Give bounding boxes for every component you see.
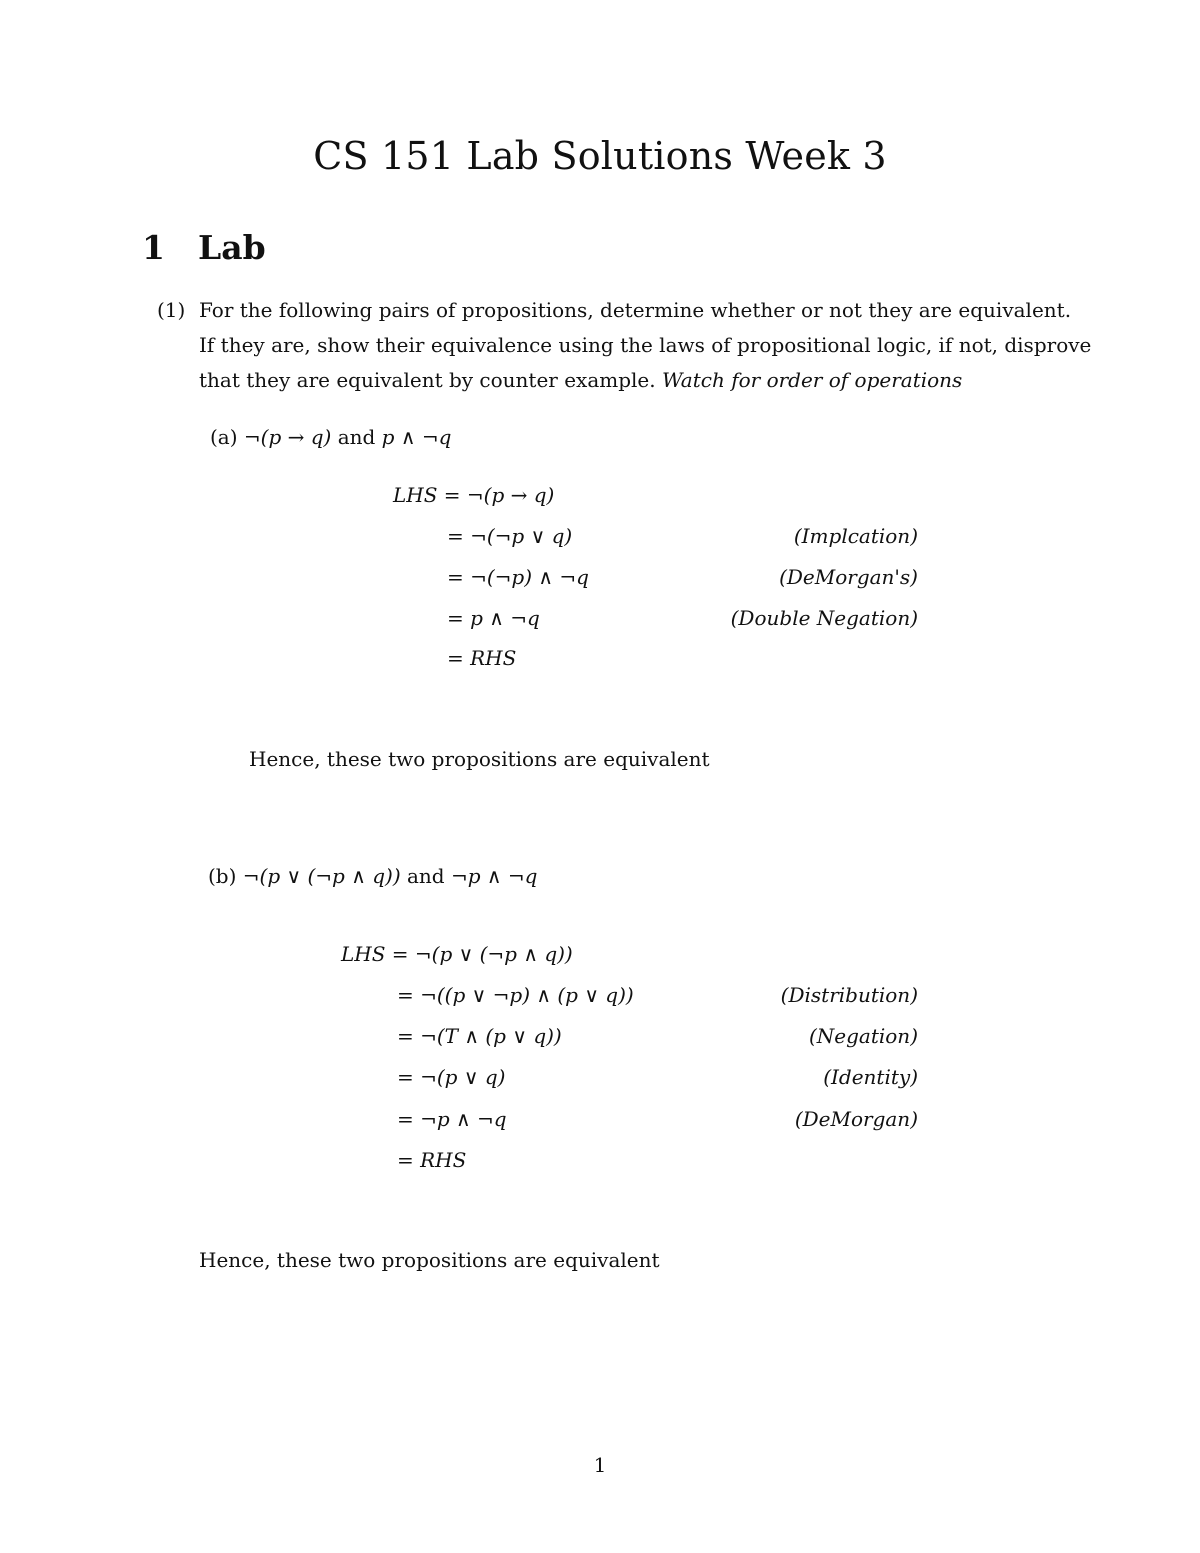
part-a-right-prop: p ∧ ¬q xyxy=(381,425,452,449)
part-a-step-1: = ¬(¬p ∨ q) xyxy=(447,524,573,548)
section-title: Lab xyxy=(198,228,266,267)
problem-line-3-text: that they are equivalent by counter example. xyxy=(199,368,656,392)
part-b-step-3: = ¬(p ∨ q) xyxy=(397,1065,506,1089)
problem-number: (1) xyxy=(157,298,186,322)
part-a-law-2: (DeMorgan's) xyxy=(779,565,918,589)
part-b-law-2: (Negation) xyxy=(808,1024,918,1048)
part-a-statement xyxy=(210,425,451,449)
part-b-step-5: = RHS xyxy=(397,1148,467,1172)
part-a-conj: and xyxy=(337,425,376,449)
part-b-conj: and xyxy=(406,864,445,888)
part-b-law-3: (Identity) xyxy=(823,1065,918,1089)
part-b-law-1: (Distribution) xyxy=(780,983,918,1007)
problem-line-3 xyxy=(199,363,962,398)
problem-note: Watch for order of operations xyxy=(661,368,963,392)
page-title: CS 151 Lab Solutions Week 3 xyxy=(313,134,887,178)
problem-line-2: If they are, show their equivalence using the laws of propositional logic, if not, disprove xyxy=(199,333,1092,357)
part-b-step-4: = ¬p ∧ ¬q xyxy=(397,1107,507,1131)
part-a-law-3: (Double Negation) xyxy=(730,606,918,630)
part-a-law-1: (Implcation) xyxy=(793,524,918,548)
part-b-left-prop: ¬(p ∨ (¬p ∧ q)) xyxy=(242,864,401,888)
part-b-statement xyxy=(208,864,537,888)
part-a-step-2: = ¬(¬p) ∧ ¬q xyxy=(447,565,589,589)
part-a-step-4: = RHS xyxy=(447,646,517,670)
part-b-step-0: LHS = ¬(p ∨ (¬p ∧ q)) xyxy=(341,942,573,966)
part-b-step-2: = ¬(T ∧ (p ∨ q)) xyxy=(397,1024,562,1048)
part-a-left-prop: ¬(p → q) xyxy=(243,425,332,449)
problem-line-1: For the following pairs of propositions, determine whether or not they are equivalent. xyxy=(199,298,1072,322)
part-b-law-4: (DeMorgan) xyxy=(794,1107,918,1131)
part-a-conclusion: Hence, these two propositions are equivalent xyxy=(249,747,710,771)
section-number: 1 xyxy=(142,228,165,267)
page-number: 1 xyxy=(593,1453,607,1477)
part-a-step-0: LHS = ¬(p → q) xyxy=(393,483,555,507)
part-b-right-prop: ¬p ∧ ¬q xyxy=(450,864,538,888)
part-b-step-1: = ¬((p ∨ ¬p) ∧ (p ∨ q)) xyxy=(397,983,634,1007)
part-b-label: (b) xyxy=(208,864,237,888)
part-a-step-3: = p ∧ ¬q xyxy=(447,606,540,630)
part-a-label: (a) xyxy=(210,425,238,449)
part-b-conclusion: Hence, these two propositions are equivalent xyxy=(199,1248,660,1272)
